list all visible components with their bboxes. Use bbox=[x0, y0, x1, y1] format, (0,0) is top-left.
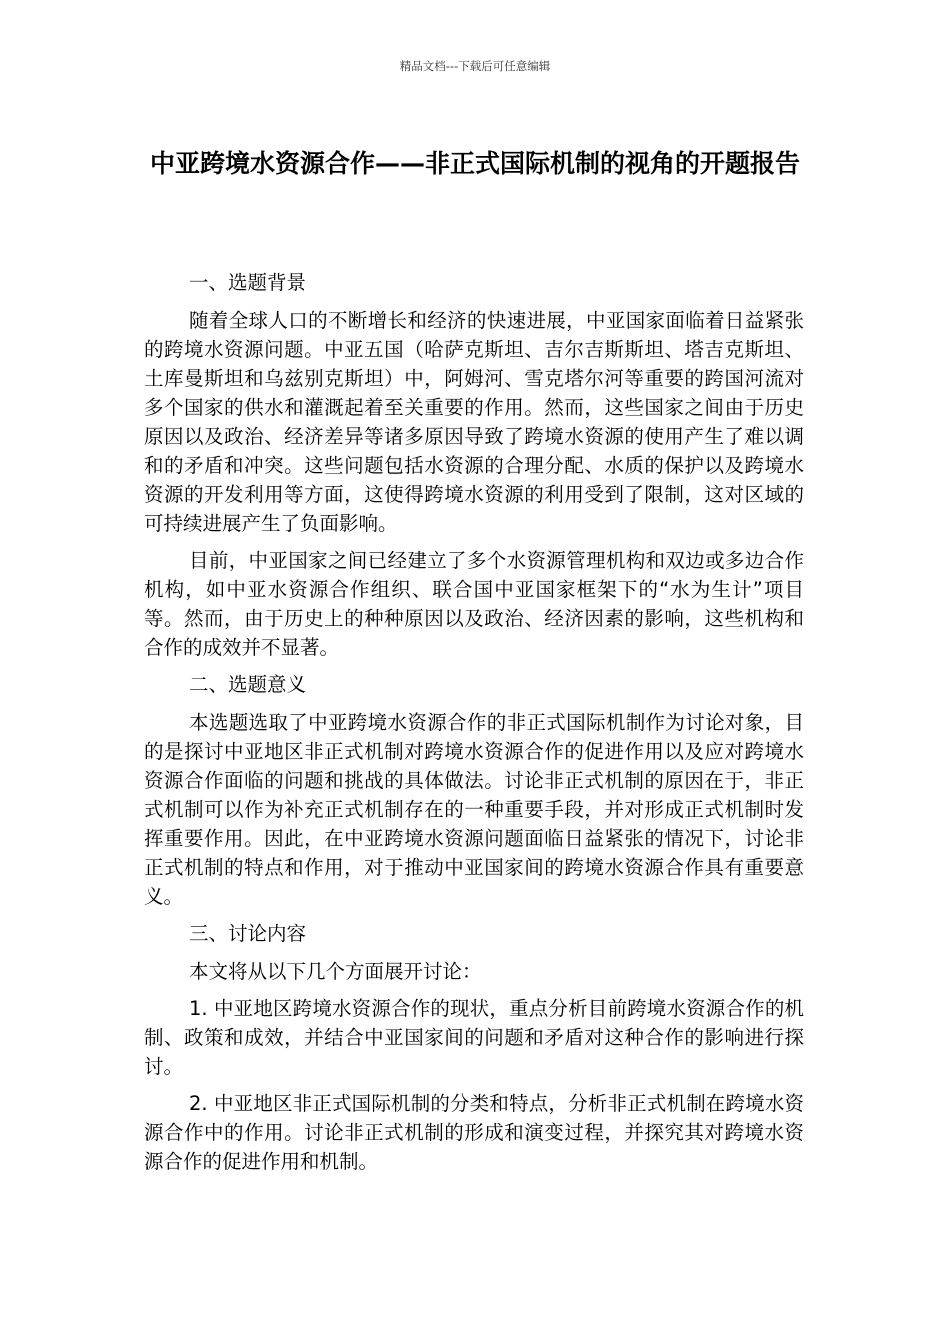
header-note: 精品文档---下载后可任意编辑 bbox=[399, 59, 551, 73]
list-item-content-1: 1. 中亚地区跨境水资源合作的现状，重点分析目前跨境水资源合作的机制、政策和成效，并结合中亚国家间的问题和矛盾对这种合作的影响进行探讨。 bbox=[144, 997, 804, 1078]
list-item-content-2: 2. 中亚地区非正式国际机制的分类和特点，分析非正式机制在跨境水资源合作中的作用。讨论非正式机制的形成和演变过程，并探究其对跨境水资源合作的促进作用和机制。 bbox=[144, 1092, 804, 1173]
document-title: 中亚跨境水资源合作——非正式国际机制的视角的开题报告 bbox=[149, 149, 800, 178]
section-heading-content: 三、讨论内容 bbox=[189, 922, 307, 945]
section-heading-background: 一、选题背景 bbox=[189, 271, 307, 294]
paragraph-content-intro: 本文将从以下几个方面展开讨论： bbox=[189, 960, 482, 983]
document-body bbox=[144, 268, 804, 1184]
paragraph-background-1: 随着全球人口的不断增长和经济的快速进展，中亚国家面临着日益紧张的跨境水资源问题。中亚五国（哈萨克斯坦、吉尔吉斯斯坦、塔吉克斯坦、土库曼斯坦和乌兹别克斯坦）中，阿姆河、雪克塔尔河等重要的跨国河流对多个国家的供水和灌溉起着至关重要的作用。然而，这些国家之间由于历史原因以及政治、经济差异等诸多原因导致了跨境水资源的使用产生了难以调和的矛盾和冲突。这些问题包括水资源的合理分配、水质的保护以及跨境水资源的开发利用等方面，这使得跨境水资源的利用受到了限制，这对区域的可持续进展产生了负面影响。 bbox=[144, 309, 804, 535]
section-heading-significance: 二、选题意义 bbox=[189, 673, 307, 696]
paragraph-significance: 本选题选取了中亚跨境水资源合作的非正式国际机制作为讨论对象，目的是探讨中亚地区非正式机制对跨境水资源合作的促进作用以及应对跨境水资源合作面临的问题和挑战的具体做法。讨论非正式机制的原因在于，非正式机制可以作为补充正式机制存在的一种重要手段，并对形成正式机制时发挥重要作用。因此，在中亚跨境水资源问题面临日益紧张的情况下，讨论非正式机制的特点和作用，对于推动中亚国家间的跨境水资源合作具有重要意义。 bbox=[144, 711, 804, 908]
paragraph-background-2: 目前，中亚国家之间已经建立了多个水资源管理机构和双边或多边合作机构，如中亚水资源合作组织、联合国中亚国家框架下的“水为生计”项目等。然而，由于历史上的种种原因以及政治、经济因素的影响，这些机构和合作的成效并不显著。 bbox=[144, 549, 804, 659]
